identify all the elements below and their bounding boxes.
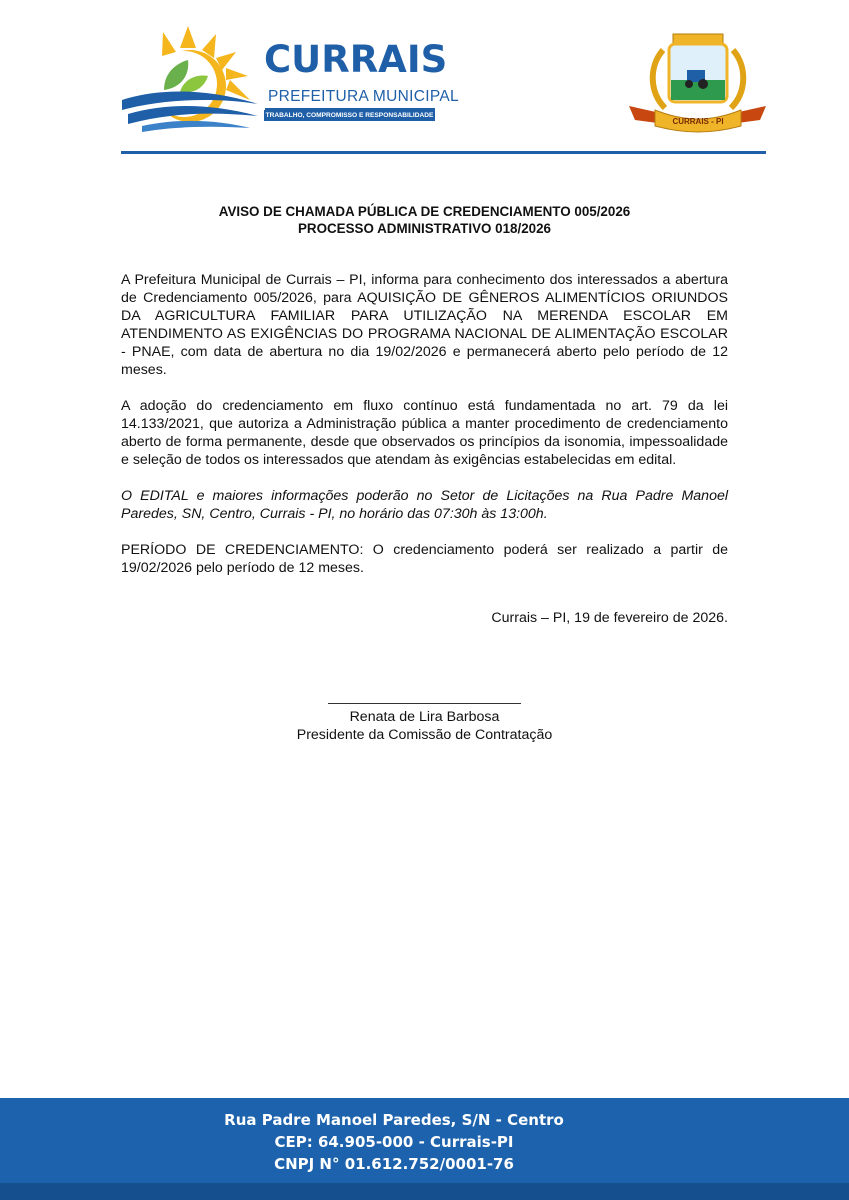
header-divider bbox=[121, 151, 766, 154]
signatory-role: Presidente da Comissão de Contratação bbox=[296, 727, 553, 743]
footer-cep: CEP: 64.905-000 - Currais-PI bbox=[274, 1133, 514, 1151]
brand-motto: TRABALHO, COMPROMISSO E RESPONSABILIDADE bbox=[265, 112, 434, 119]
currais-sun-leaf-logo bbox=[118, 18, 268, 133]
signature-line bbox=[328, 703, 521, 704]
paragraph-period: PERÍODO DE CREDENCIAMENTO: O credenciamento poderá ser realizado a partir de 19/02/2026 pelo período de 12 meses. bbox=[121, 542, 728, 576]
signature-block bbox=[121, 703, 728, 744]
letterhead bbox=[0, 0, 849, 160]
dateline: Currais – PI, 19 de fevereiro de 2026. bbox=[491, 610, 728, 626]
notice-title-line-1: AVISO DE CHAMADA PÚBLICA DE CREDENCIAMENTO 005/2026 bbox=[218, 204, 631, 219]
notice-title bbox=[121, 203, 728, 237]
crest-label: CURRAIS - PI bbox=[672, 117, 724, 126]
footer-bottom-strip bbox=[0, 1183, 849, 1200]
footer-contact bbox=[0, 1109, 788, 1175]
brand-subtitle: PREFEITURA MUNICIPAL bbox=[268, 88, 459, 105]
paragraph-legal-basis: A adoção do credenciamento em fluxo contínuo está fundamentada no art. 79 da lei 14.133/2021, que autoriza a Administração pública a manter procedimento de credenciamento aberto de forma permanente, desde que observados os princípios da isonomia, impessoalidade e seleção de todos os interessados que atendam às exigências estabelecidas em edital. bbox=[121, 398, 728, 468]
brand-name: CURRAIS bbox=[264, 38, 448, 81]
notice-body bbox=[121, 203, 728, 627]
paragraph-edital-info: O EDITAL e maiores informações poderão no Setor de Licitações na Rua Padre Manoel Paredes, SN, Centro, Currais - PI, no horário das 07:30h às 13:00h. bbox=[121, 488, 728, 522]
notice-title-line-2: PROCESSO ADMINISTRATIVO 018/2026 bbox=[297, 221, 551, 236]
municipal-coat-of-arms bbox=[625, 26, 770, 138]
paragraph-opening: A Prefeitura Municipal de Currais – PI, informa para conhecimento dos interessados a abertura de Credenciamento 005/2026, para AQUISIÇÃO DE GÊNEROS ALIMENTÍCIOS ORIUNDOS DA AGRICULTURA FAMILIAR PARA UTILIZAÇÃO NA MERENDA ESCOLAR EM ATENDIMENTO AS EXIGÊNCIAS DO PROGRAMA NACIONAL DE ALIMENTAÇÃO ESCOLAR - PNAE, com data de abertura no dia 19/02/2026 e permanecerá aberto pelo período de 12 meses. bbox=[121, 272, 728, 378]
signatory-name: Renata de Lira Barbosa bbox=[349, 709, 500, 725]
footer-cnpj: CNPJ N° 01.612.752/0001-76 bbox=[274, 1155, 514, 1173]
footer-address: Rua Padre Manoel Paredes, S/N - Centro bbox=[224, 1111, 564, 1129]
